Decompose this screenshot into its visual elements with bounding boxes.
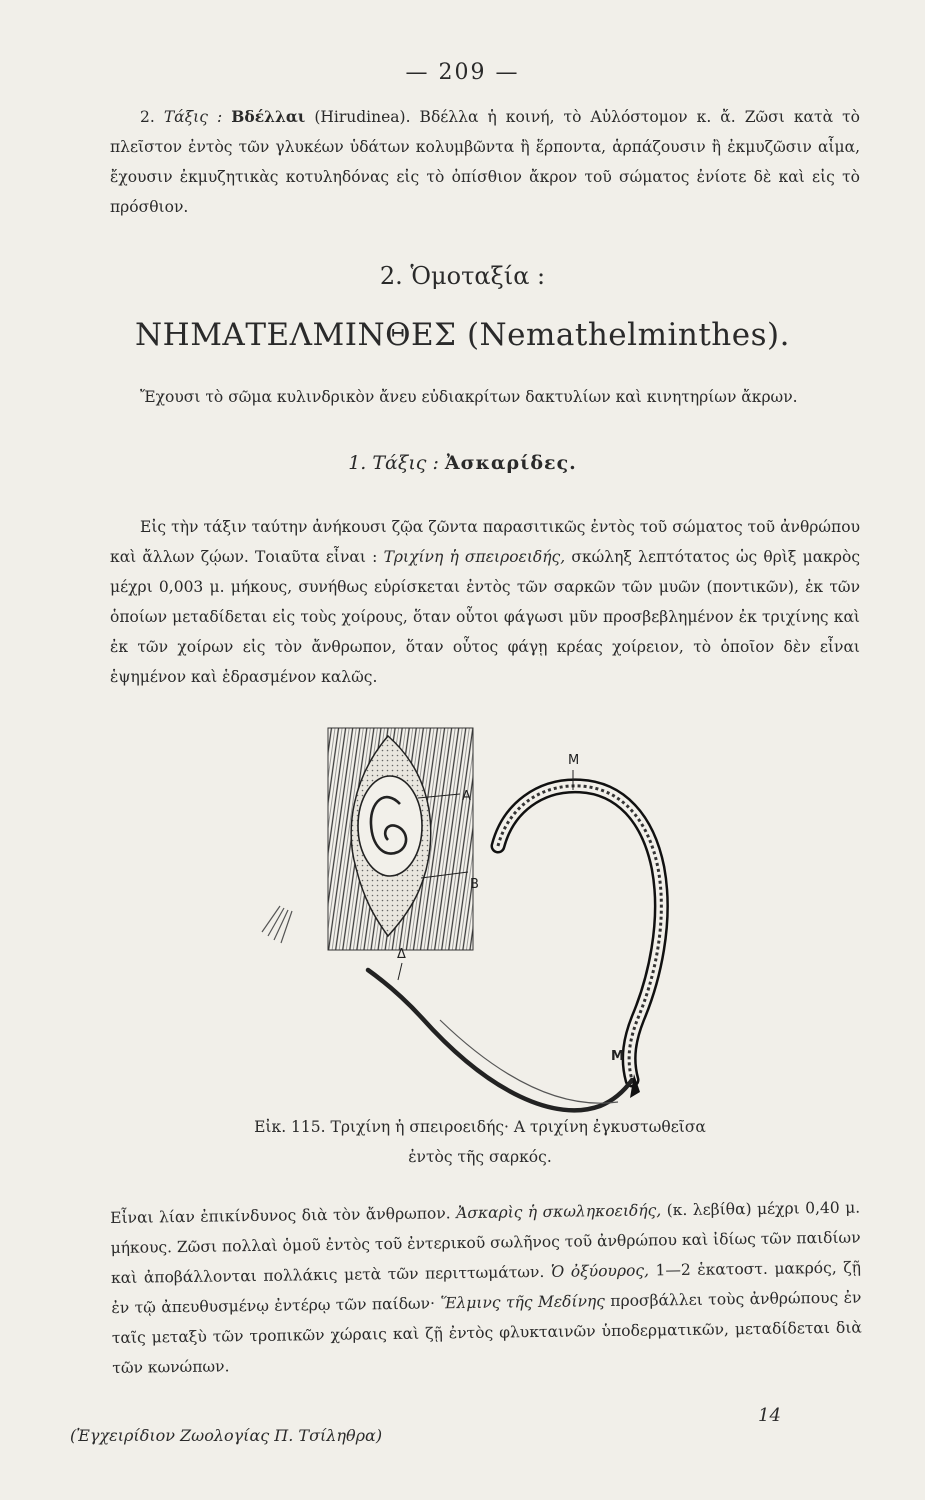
caption-line-2: ἐντὸς τῆς σαρκός. xyxy=(408,1148,552,1166)
order-name: Βδέλλαι xyxy=(231,107,306,126)
order-heading-name: Ἀσκαρίδες. xyxy=(444,452,577,474)
paragraph-text: Εἶναι λίαν ἐπικίνδυνος διὰ τὸν ἄνθρωπον. xyxy=(110,1204,451,1227)
order-label: Τάξις : xyxy=(163,108,223,126)
species-name: Ἕλμινς τῆς Μεδίνης xyxy=(440,1292,606,1313)
label-m-bottom: M xyxy=(611,1049,624,1064)
trichina-figure xyxy=(240,718,720,1113)
paragraph-text: (κ. λεβίθα) μέχρι 0,40 μ. μήκους. Ζῶσι πολλαὶ ὁμοῦ ἐντὸς τοῦ ἐντερικοῦ σωλῆνος τοῦ ἀνθρώπου καὶ ἰδίως τῶν παιδίων καὶ ἀποβάλλονται πολλάκις μετὰ τῶν περιττωμάτων. xyxy=(110,1198,861,1287)
paragraph-text: 1—2 ἑκατοστ. μακρός, ζῇ ἐν τῷ ἀπευθυσμένῳ ἐντέρῳ τῶν παίδων· xyxy=(111,1258,862,1317)
paragraph-text: Εἰς τὴν τάξιν ταύτην ἀνήκουσι ζῷα ζῶντα παρασιτικῶς ἐντὸς τοῦ σώματος τοῦ ἀνθρώπου καὶ ἄλλων ζῴων. Τοιαῦτα εἶναι : xyxy=(110,518,860,566)
figure-caption xyxy=(200,1112,760,1172)
class-heading: 2. Ὁμοταξία : xyxy=(379,262,546,290)
label-a: A xyxy=(462,789,471,804)
species-name: Ἀσκαρὶς ἡ σκωληκοειδής, xyxy=(456,1201,662,1223)
paragraph-ascaris xyxy=(110,1193,862,1383)
caption-line-1: Εἰκ. 115. Τριχίνη ἡ σπειροειδής· Α τριχίνη ἐγκυστωθεῖσα xyxy=(254,1118,706,1136)
paragraph-hirudinea xyxy=(110,102,860,222)
order-heading xyxy=(0,452,925,474)
species-name: Ὁ ὀξύουρος, xyxy=(550,1261,650,1281)
order-heading-prefix: 1. Τάξις : xyxy=(348,452,439,474)
species-name: Τριχίνη ἡ σπειροειδής, xyxy=(383,548,566,566)
section-number: 2. xyxy=(140,108,155,126)
paragraph-text: Ἔχουσι τὸ σῶμα κυλινδρικὸν ἄνευ εὐδιακρίτων δακτυλίων καὶ κινητηρίων ἄκρων. xyxy=(140,388,798,406)
signature-mark: 14 xyxy=(758,1405,781,1426)
paragraph-description xyxy=(110,382,860,412)
paragraph-text: (Hirudinea). Βδέλλα ἡ κοινή, τὸ Αὐλόστομον κ. ἄ. Ζῶσι κατὰ τὸ πλεῖστον ἐντὸς τῶν γλυκέων ὑδάτων κολυμβῶντα ἢ ἕρποντα, ἁρπάζουσιν ἢ ἐκμυζῶσιν αἷμα, ἔχουσιν ἐκμυζητικὰς κοτυληδόνας εἰς τὸ ὀπίσθιον ἄκρον τοῦ σώματος ἐνίοτε δὲ καὶ εἰς τὸ πρόσθιον. xyxy=(110,108,860,216)
label-m-top: M xyxy=(568,753,580,768)
label-delta: Δ xyxy=(397,947,406,962)
paragraph-trichina xyxy=(110,512,860,692)
paragraph-text: σκώληξ λεπτότατος ὡς θρὶξ μακρὸς μέχρι 0,003 μ. μήκους, συνήθως εὑρίσκεται ἐντὸς τῶν σαρκῶν τῶν μυῶν (ποντικῶν), ἐκ τῶν ὁποίων μεταδίδεται εἰς τοὺς χοίρους, ὅταν οὗτοι φάγωσι μῦν προσβεβλημένον ἐκ τριχίνης καὶ ἐκ τῶν χοίρων εἰς τὸν ἄνθρωπον, ὅταν οὗτος φάγῃ κρέας χοίρειον, τὸ ὁποῖον δὲν εἶναι ἑψημένον καὶ ἑδρασμένον καλῶς. xyxy=(110,548,860,686)
paragraph-text: προσβάλλει τοὺς ἀνθρώπους ἐν ταῖς μεταξὺ τῶν τροπικῶν χώραις καὶ ζῇ ἐντὸς φλυκταινῶν ὑποδερματικῶν, μεταδίδεται διὰ τῶν κωνώπων. xyxy=(111,1288,862,1377)
label-b: B xyxy=(470,877,479,892)
worm-end-hairs xyxy=(262,906,292,943)
page-number: — 209 — xyxy=(405,60,520,85)
muscle-tissue xyxy=(328,728,473,950)
book-footer: (Ἐγχειρίδιον Ζωολογίας Π. Τσίληθρα) xyxy=(70,1426,383,1445)
group-heading: ΝΗΜΑΤΕΛΜΙΝΘΕΣ (Nemathelminthes). xyxy=(135,317,790,353)
